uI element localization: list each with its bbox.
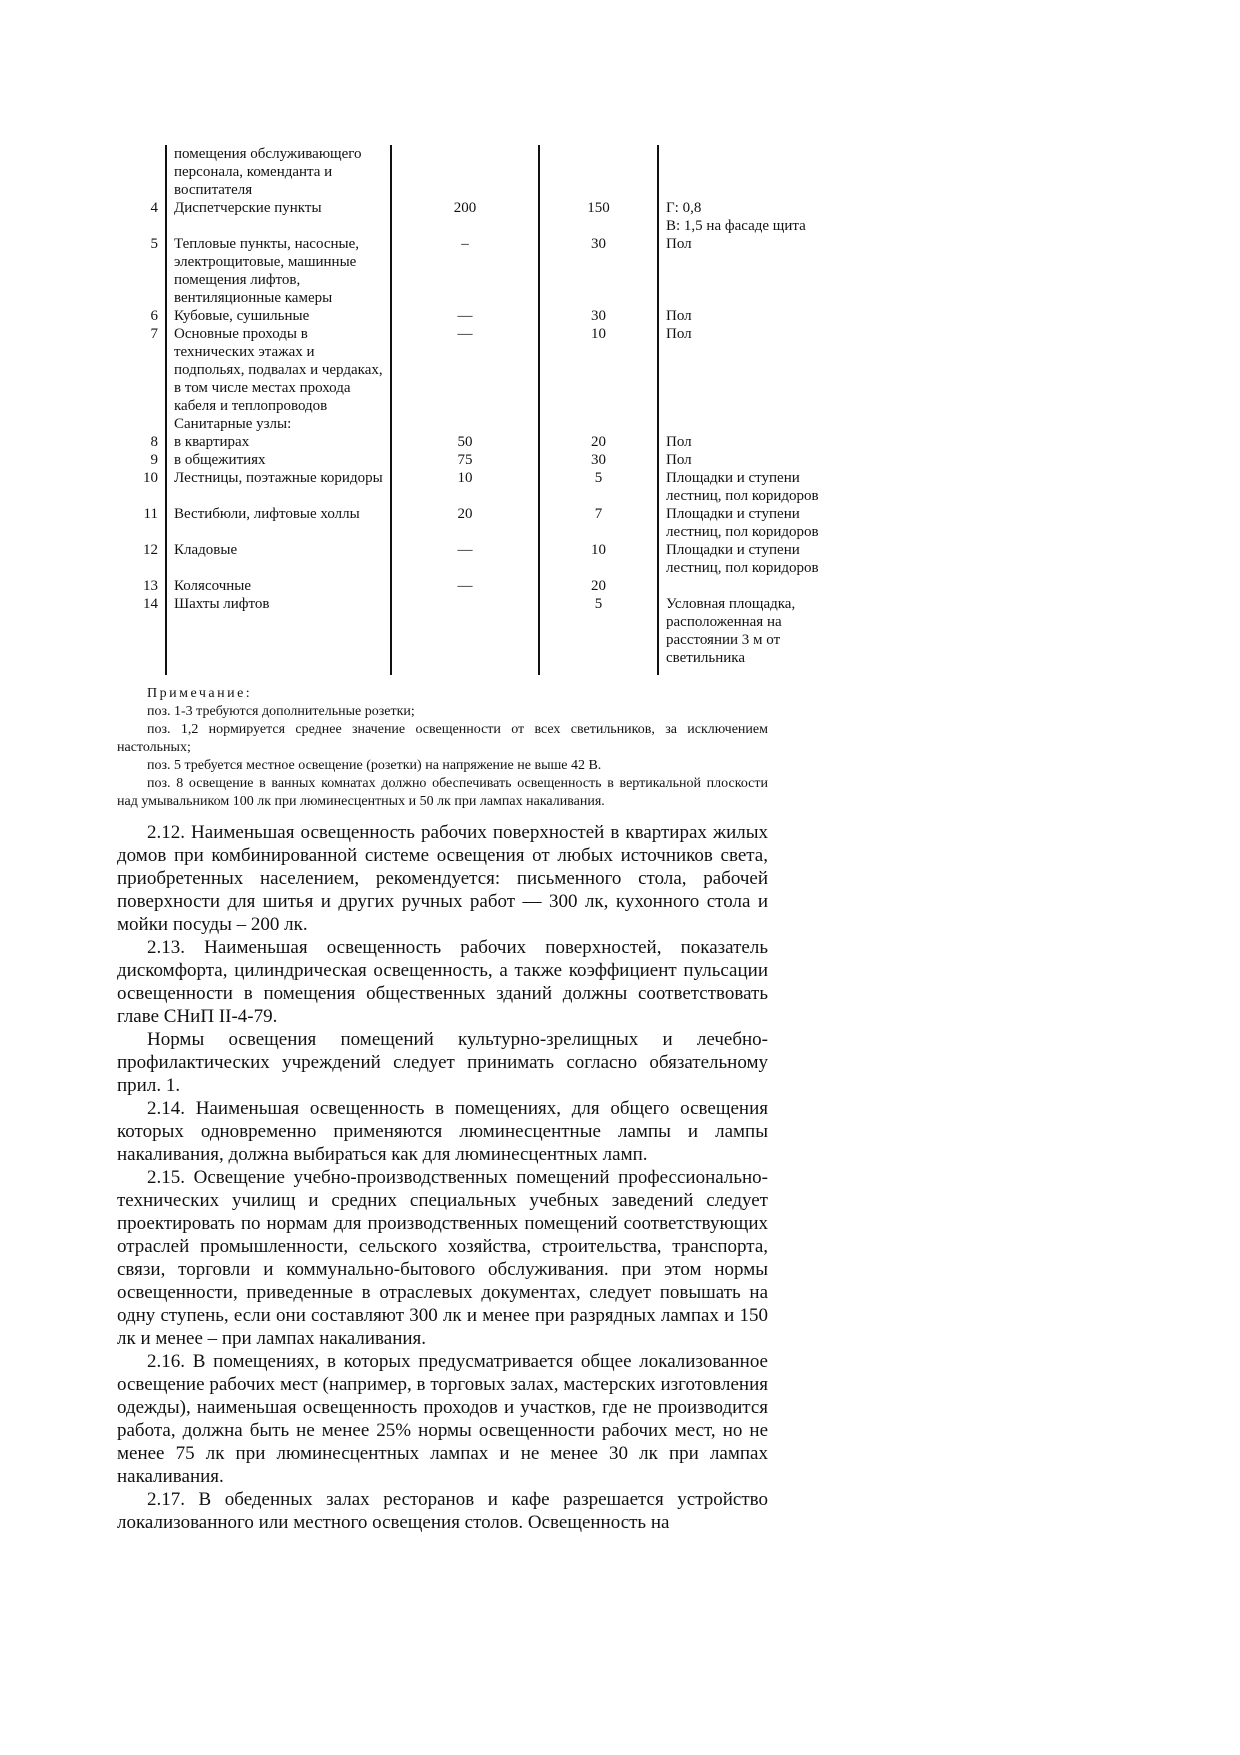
row-number xyxy=(117,415,166,433)
row-number: 14 xyxy=(143,596,158,612)
spacer-cell xyxy=(166,667,391,675)
illuminance-value-2: 10 xyxy=(591,542,606,558)
table-row xyxy=(117,505,841,541)
body-text xyxy=(117,821,768,1534)
illuminance-value-2: 150 xyxy=(587,200,610,216)
paragraph-2-12: 2.12. Наименьшая освещенность рабочих поверхностей в квартирах жилых домов при комбинированной системе освещения от любых источников света, приобретенных населением, рекомендуется: письменного стола, рабочей поверхности для шитья и других ручных работ — 300 лк, кухонного стола и мойки посуды – 200 лк. xyxy=(117,822,768,935)
room-name: Основные проходы в технических этажах и подпольях, подвалах и чердаках, в том числе местах прохода кабеля и теплопроводов xyxy=(166,325,391,415)
working-surface: Площадки и ступени лестниц, пол коридоров xyxy=(658,469,841,505)
illuminance-value-1 xyxy=(391,415,539,433)
working-surface: Пол xyxy=(658,433,841,451)
illuminance-value-2: 20 xyxy=(591,434,606,450)
table-row xyxy=(117,595,841,667)
illuminance-value-2: 30 xyxy=(591,452,606,468)
paragraph-2-13: 2.13. Наименьшая освещенность рабочих поверхностей, показатель дискомфорта, цилиндрическая освещенность, а также коэффициент пульсации освещенности в помещения общественных зданий должны соответствовать главе СНиП II-4-79. xyxy=(117,937,768,1027)
row-number: 8 xyxy=(150,434,158,450)
illuminance-value-1: 20 xyxy=(391,505,539,541)
illuminance-value-2: 5 xyxy=(594,596,603,612)
illuminance-value-2: 7 xyxy=(594,506,603,522)
room-name: Лестницы, поэтажные коридоры xyxy=(166,469,391,505)
room-name: в квартирах xyxy=(166,433,391,451)
working-surface xyxy=(658,577,841,595)
working-surface: Г: 0,8 В: 1,5 на фасаде щита xyxy=(658,199,841,235)
illuminance-value-1: 10 xyxy=(391,469,539,505)
paragraph-2-15: 2.15. Освещение учебно-производственных помещений профессионально-технических училищ и средних специальных учебных заведений следует проектировать по нормам для производственных помещений соответствующих отраслей промышленности, сельского хозяйства, строительства, транспорта, связи, торговли и коммунально-бытового обслуживания. при этом нормы освещенности, приведенные в отраслевых документах, следует повышать на одну ступень, если они составляют 300 лк и менее при разрядных лампах и 150 лк и менее – при лампах накаливания. xyxy=(117,1167,768,1349)
table-row xyxy=(117,415,841,433)
working-surface: Площадки и ступени лестниц, пол коридоров xyxy=(658,505,841,541)
room-name: в общежитиях xyxy=(166,451,391,469)
row-number: 6 xyxy=(150,308,158,324)
table-row xyxy=(117,577,841,595)
table-row xyxy=(117,235,841,307)
note-line: поз. 8 освещение в ванных комнатах должно обеспечивать освещенность в вертикальной плоскости над умывальником 100 лк при люминесцентных и 50 лк при лампах накаливания. xyxy=(117,776,768,809)
row-number: 12 xyxy=(143,542,158,558)
table-row xyxy=(117,325,841,415)
illuminance-value-2: 20 xyxy=(591,578,606,594)
illuminance-value-1 xyxy=(391,145,539,199)
working-surface: Площадки и ступени лестниц, пол коридоров xyxy=(658,541,841,577)
illuminance-value-1: – xyxy=(391,235,539,307)
note-line: поз. 1,2 нормируется среднее значение освещенности от всех светильников, за исключением настольных; xyxy=(117,722,768,755)
illuminance-value-2: 30 xyxy=(591,236,606,252)
table-body xyxy=(117,145,841,675)
illuminance-value-1: — xyxy=(391,541,539,577)
table-row xyxy=(117,469,841,505)
room-name: Санитарные узлы: xyxy=(166,415,391,433)
working-surface: Пол xyxy=(658,325,841,415)
note-line: поз. 5 требуется местное освещение (розетки) на напряжение не выше 42 В. xyxy=(147,758,602,773)
table-row xyxy=(117,199,841,235)
working-surface: Условная площадка, расположенная на расстоянии 3 м от светильника xyxy=(658,595,841,667)
paragraph-2-14: 2.14. Наименьшая освещенность в помещениях, для общего освещения которых одновременно применяются люминесцентные лампы и лампы накаливания, должна выбираться как для люминесцентных ламп. xyxy=(117,1098,768,1165)
room-name: Колясочные xyxy=(166,577,391,595)
spacer-cell xyxy=(658,667,841,675)
working-surface: Пол xyxy=(658,307,841,325)
working-surface: Пол xyxy=(658,235,841,307)
document-page xyxy=(117,145,819,1534)
working-surface xyxy=(658,415,841,433)
paragraph-norms-cultural: Нормы освещения помещений культурно-зрелищных и лечебно-профилактических учреждений следует принимать согласно обязательному прил. 1. xyxy=(117,1029,768,1096)
table-spacer-row xyxy=(117,667,841,675)
row-number: 10 xyxy=(143,470,158,486)
room-name: Кубовые, сушильные xyxy=(166,307,391,325)
room-name: Диспетчерские пункты xyxy=(166,199,391,235)
spacer-cell xyxy=(391,667,539,675)
spacer-cell xyxy=(539,667,658,675)
spacer-cell xyxy=(117,667,166,675)
illuminance-value-1: — xyxy=(391,325,539,415)
room-name: Тепловые пункты, насосные, электрощитовые, машинные помещения лифтов, вентиляционные камеры xyxy=(166,235,391,307)
row-number xyxy=(117,145,166,199)
room-name: помещения обслуживающего персонала, коменданта и воспитателя xyxy=(166,145,391,199)
room-name: Шахты лифтов xyxy=(166,595,391,667)
table-row xyxy=(117,433,841,451)
room-name: Вестибюли, лифтовые холлы xyxy=(166,505,391,541)
row-number: 4 xyxy=(150,200,158,216)
note-line: поз. 1-3 требуются дополнительные розетки; xyxy=(147,704,415,719)
note-header: Примечание: xyxy=(147,686,253,701)
row-number: 9 xyxy=(150,452,158,468)
illuminance-value-1: — xyxy=(391,577,539,595)
illuminance-value-1: 200 xyxy=(391,199,539,235)
paragraph-2-16: 2.16. В помещениях, в которых предусматривается общее локализованное освещение рабочих мест (например, в торговых залах, мастерских изготовления одежды), наименьшая освещенность проходов и участков, где не производится работа, должна быть не менее 25% нормы освещенности рабочих мест, но не менее 75 лк при люминесцентных лампах и не менее 30 лк при лампах накаливания. xyxy=(117,1351,768,1487)
room-name: Кладовые xyxy=(166,541,391,577)
row-number: 11 xyxy=(143,506,158,522)
illuminance-value-2 xyxy=(539,415,658,433)
table-row xyxy=(117,307,841,325)
note-block xyxy=(117,685,768,811)
illuminance-value-1 xyxy=(391,595,539,667)
row-number: 7 xyxy=(150,326,158,342)
table-row xyxy=(117,145,841,199)
row-number: 13 xyxy=(143,578,158,594)
working-surface: Пол xyxy=(658,451,841,469)
illuminance-value-2 xyxy=(539,145,658,199)
working-surface xyxy=(658,145,841,199)
paragraph-2-17: 2.17. В обеденных залах ресторанов и кафе разрешается устройство локализованного или местного освещения столов. Освещенность на xyxy=(117,1489,768,1533)
illumination-norms-table xyxy=(117,145,841,675)
illuminance-value-1: 50 xyxy=(391,433,539,451)
illuminance-value-2: 5 xyxy=(594,470,603,486)
illuminance-value-2: 30 xyxy=(591,308,606,324)
illuminance-value-1: — xyxy=(391,307,539,325)
illuminance-value-2: 10 xyxy=(591,326,606,342)
illuminance-value-1: 75 xyxy=(391,451,539,469)
table-row xyxy=(117,451,841,469)
table-row xyxy=(117,541,841,577)
row-number: 5 xyxy=(150,236,158,252)
